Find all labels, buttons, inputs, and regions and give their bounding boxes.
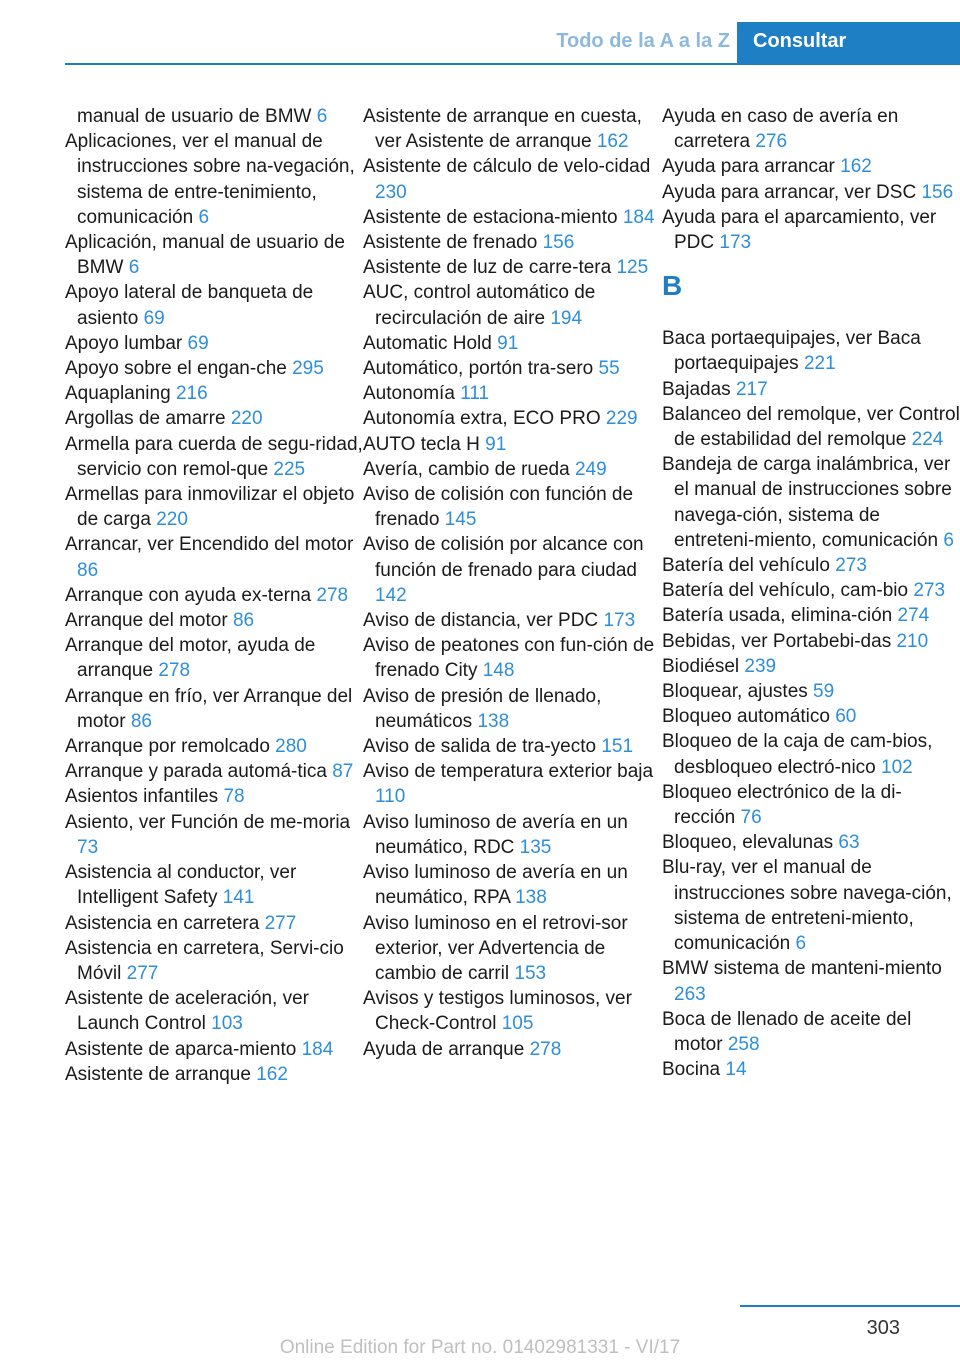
index-entry-text: Armella para cuerda de segu‐ridad, servicio con remol‐que (65, 433, 363, 480)
index-entry (662, 780, 960, 830)
index-entry-text: Aviso luminoso en el retrovi‐sor exterior, ver Advertencia de cambio de carril (363, 912, 628, 984)
index-entry (662, 154, 960, 179)
page-reference-link[interactable]: 73 (77, 836, 99, 858)
page-reference-link[interactable]: 135 (519, 836, 552, 858)
index-entry (363, 734, 663, 759)
page-reference-link[interactable]: 162 (596, 131, 629, 153)
page-reference-link[interactable]: 220 (230, 408, 263, 430)
index-entry-text: Arranque y parada automá‐tica (65, 761, 327, 783)
page-reference-link[interactable]: 258 (727, 1033, 760, 1055)
index-entry (363, 205, 663, 230)
index-entry-text: Aviso luminoso de avería en un neumático, RDC (363, 811, 628, 858)
running-header-tab: Consultar (737, 22, 960, 63)
page-reference-link[interactable]: 91 (497, 332, 519, 354)
page-reference-link[interactable]: 273 (913, 580, 946, 602)
page-reference-link[interactable]: 151 (601, 736, 634, 758)
index-entry (65, 810, 365, 860)
index-column-2 (363, 104, 663, 1062)
index-entry (363, 280, 663, 330)
index-entry (65, 356, 365, 381)
page-reference-link[interactable]: 6 (316, 106, 328, 127)
index-entry (65, 684, 365, 734)
index-entry-text: Ayuda para arrancar, ver DSC (662, 181, 917, 203)
page-reference-link[interactable]: 263 (674, 983, 706, 1005)
index-entry (363, 432, 663, 457)
page-reference-link[interactable]: 184 (301, 1038, 334, 1060)
page-reference-link[interactable]: 111 (460, 383, 490, 405)
index-entry (65, 1037, 365, 1062)
index-entry (65, 734, 365, 759)
page-reference-link[interactable]: 220 (156, 509, 188, 531)
page-reference-link[interactable]: 141 (222, 887, 255, 909)
index-entry-text: Asistente de aparca‐miento (65, 1038, 297, 1060)
index-entry (65, 406, 365, 431)
page-reference-link[interactable]: 278 (316, 584, 349, 606)
index-entry-text: Bloqueo de la caja de cam‐bios, desbloqueo electró‐nico (662, 731, 933, 778)
index-entry (662, 1007, 960, 1057)
index-entry-text: AUC, control automático de recirculación de aire (363, 282, 596, 329)
index-entry-text: Blu-ray, ver el manual de instrucciones sobre navega‐ción, sistema de entreteni‐miento, comunicación (662, 857, 952, 955)
page-reference-link[interactable]: 78 (223, 786, 245, 808)
index-letter-heading: B (662, 270, 683, 302)
index-entry (65, 759, 365, 784)
index-entry-text: Aviso de colisión con función de frenado (363, 484, 634, 531)
index-entry-text: Aquaplaning (65, 383, 171, 405)
page-reference-link[interactable]: 278 (158, 660, 191, 682)
index-entry (662, 1057, 960, 1082)
page-reference-link[interactable]: 249 (574, 458, 607, 480)
index-entry (363, 986, 663, 1036)
page-reference-link[interactable]: 156 (921, 181, 954, 203)
page-reference-link[interactable]: 156 (542, 232, 575, 254)
index-entry-text: Bebidas, ver Portabebi‐das (662, 630, 892, 652)
edition-footer: Online Edition for Part no. 01402981331 - VI/17 (279, 1337, 681, 1358)
index-entry-text: Bandeja de carga inalámbrica, ver el manual de instrucciones sobre navega‐ción, sistema de entreteni‐miento, comunicación (662, 454, 952, 551)
index-entry-text: Arranque con ayuda ex‐terna (65, 584, 312, 606)
index-entry (662, 629, 960, 654)
page-reference-link[interactable]: 59 (813, 681, 835, 703)
index-entry-text: Asistente de cálculo de velo‐cidad (363, 156, 651, 178)
index-entry (662, 452, 960, 553)
page-reference-link[interactable]: 210 (896, 630, 929, 652)
index-entry-text: Asistencia al conductor, ver Intelligent Safety (65, 862, 297, 909)
page-reference-link[interactable]: 273 (835, 555, 867, 577)
index-entry-text: Aplicaciones, ver el manual de instrucciones sobre na‐vegación, sistema de entre‐tenimiento, comunicación (65, 131, 355, 228)
index-entry (65, 911, 365, 936)
page-reference-link[interactable]: 86 (232, 610, 255, 632)
index-entry-text: Autonomía (363, 383, 455, 405)
index-entry (662, 654, 960, 679)
index-entry (363, 684, 663, 734)
page-reference-link[interactable]: 229 (605, 408, 638, 430)
index-entry-text: Aviso de colisión por alcance con función de frenado para ciudad (363, 534, 644, 581)
page-reference-link[interactable]: 102 (881, 756, 913, 778)
index-entry-text: Asistencia en carretera (65, 912, 260, 934)
page-reference-link[interactable]: 86 (130, 710, 152, 732)
index-entry (363, 381, 663, 406)
index-entry-text: Avería, cambio de rueda (363, 458, 570, 480)
index-entry-text: Automatic Hold (363, 332, 492, 354)
index-entry (65, 860, 365, 910)
index-entry-text: Arrancar, ver Encendido del motor (65, 534, 354, 556)
page-reference-link[interactable]: 148 (482, 660, 515, 682)
page-reference-link[interactable]: 280 (275, 736, 307, 758)
index-entry (363, 154, 663, 204)
index-entry (363, 406, 663, 431)
page-reference-link[interactable]: 105 (501, 1013, 534, 1035)
index-entry (662, 104, 960, 154)
page-reference-link[interactable]: 103 (211, 1013, 243, 1035)
page-reference-link[interactable]: 153 (514, 962, 547, 984)
index-entry-text: Arranque del motor, ayuda de arranque (65, 635, 316, 682)
index-entry (662, 704, 960, 729)
index-entry (65, 381, 365, 406)
page-reference-link[interactable]: 277 (126, 962, 159, 984)
index-entry-text: Asiento, ver Función de me‐moria (65, 811, 351, 833)
index-entry (65, 482, 365, 532)
index-entry-text: Bloqueo, elevalunas (662, 832, 834, 854)
page-reference-link[interactable]: 6 (128, 257, 140, 279)
page-reference-link[interactable]: 277 (264, 912, 297, 934)
index-entry (662, 830, 960, 855)
page-reference-link[interactable]: 162 (256, 1063, 288, 1085)
index-entry (65, 280, 365, 330)
page-reference-link[interactable]: 138 (477, 710, 510, 732)
index-entry-text: Apoyo lateral de banqueta de asiento (65, 282, 314, 329)
index-entry (662, 180, 960, 205)
index-entry (363, 356, 663, 381)
index-entry-text: Ayuda en caso de avería en carretera (662, 106, 899, 153)
page-reference-link[interactable]: 6 (198, 206, 210, 228)
index-entry-text: Aviso de presión de llenado, neumáticos (363, 685, 602, 732)
index-entry-text: Boca de llenado de aceite del motor (662, 1008, 912, 1055)
index-entry (65, 432, 365, 482)
page-number: 303 (866, 1317, 900, 1339)
index-entry-text: Ayuda para arrancar (662, 156, 835, 178)
page-reference-link[interactable]: 55 (598, 358, 620, 380)
index-entry (662, 578, 960, 603)
page-reference-link[interactable]: 6 (795, 933, 807, 955)
index-entry-text: Avisos y testigos luminosos, ver Check-Control (363, 988, 632, 1035)
index-column-1 (65, 104, 365, 1087)
page-reference-link[interactable]: 217 (735, 378, 768, 400)
index-entry (65, 104, 365, 129)
page-reference-link[interactable]: 138 (515, 887, 547, 909)
index-entry-text: Asistente de estaciona‐miento (363, 206, 618, 228)
index-entry-text: Apoyo lumbar (65, 332, 183, 354)
index-entry-text: Balanceo del remolque, ver Control de estabilidad del remolque (662, 403, 960, 451)
page-reference-link[interactable]: 173 (603, 610, 636, 632)
index-entry-text: Asistente de luz de carre‐tera (363, 257, 612, 279)
index-entry-text: Batería del vehículo (662, 555, 830, 577)
page-reference-link[interactable]: 194 (550, 307, 583, 329)
page-reference-link[interactable]: 76 (740, 807, 762, 829)
page-reference-link[interactable]: 145 (444, 509, 477, 531)
index-entry-text: Batería usada, elimina‐ción (662, 605, 893, 627)
page-reference-link[interactable]: 225 (273, 458, 306, 480)
index-entry-text: Armellas para inmovilizar el objeto de carga (65, 484, 355, 531)
index-entry-text: Asistencia en carretera, Servi‐cio Móvil (65, 937, 344, 984)
page-reference-link[interactable]: 60 (835, 706, 857, 728)
index-entry (65, 230, 365, 280)
index-entry-text: Apoyo sobre el engan‐che (65, 358, 287, 380)
index-entry (65, 532, 365, 582)
index-entry-text: AUTO tecla H (363, 433, 480, 455)
index-entry (363, 255, 663, 280)
index-entry (65, 633, 365, 683)
index-entry (662, 956, 960, 1006)
page-reference-link[interactable]: 63 (838, 832, 860, 854)
index-entry (662, 377, 960, 402)
index-entry (65, 583, 365, 608)
index-entry (363, 457, 663, 482)
page-reference-link[interactable]: 142 (375, 584, 407, 606)
page-reference-link[interactable]: 69 (143, 307, 165, 329)
index-entry (65, 331, 365, 356)
index-entry-text: Baca portaequipajes, ver Baca portaequipajes (662, 328, 921, 375)
index-entry (363, 104, 663, 154)
page-reference-link[interactable]: 125 (616, 257, 649, 279)
page-reference-link[interactable]: 224 (911, 429, 944, 451)
index-entry (65, 986, 365, 1036)
index-entry (363, 810, 663, 860)
index-entry-text: Bajadas (662, 378, 731, 400)
page-reference-link[interactable]: 278 (529, 1038, 562, 1060)
index-entry (65, 936, 365, 986)
index-entry-text: Asistente de frenado (363, 232, 538, 254)
index-entry-text: Ayuda de arranque (363, 1038, 525, 1060)
footer-rule (740, 1305, 960, 1307)
index-entry-text: manual de usuario de BMW (77, 106, 312, 127)
page-reference-link[interactable]: 110 (375, 786, 406, 808)
index-entry (363, 331, 663, 356)
index-entry-text: Asientos infantiles (65, 786, 219, 808)
index-entry-text: Ayuda para el aparcamiento, ver PDC (662, 206, 937, 254)
index-entry-text: Aviso de distancia, ver PDC (363, 610, 599, 632)
index-entry (65, 608, 365, 633)
page-reference-link[interactable]: 86 (77, 559, 99, 581)
index-entry (363, 482, 663, 532)
index-entry (662, 553, 960, 578)
page-reference-link[interactable]: 274 (897, 605, 930, 627)
header-rule (65, 63, 960, 65)
index-entry-text: Arranque en frío, ver Arranque del motor (65, 685, 353, 732)
index-entry (363, 608, 663, 633)
index-entry-text: Aviso de peatones con fun‐ción de frenado City (363, 635, 655, 682)
index-entry-text: Asistente de arranque (65, 1063, 251, 1085)
page-reference-link[interactable]: 221 (803, 353, 836, 375)
running-header-section: Todo de la A a la Z (556, 30, 730, 52)
index-entry-text: Argollas de amarre (65, 408, 226, 430)
index-entry-text: Autonomía extra, ECO PRO (363, 408, 601, 430)
index-entry (662, 205, 960, 255)
page-reference-link[interactable]: 184 (622, 206, 655, 228)
page-reference-link[interactable]: 162 (840, 156, 872, 178)
index-entry-text: Arranque del motor (65, 610, 228, 632)
index-entry (363, 230, 663, 255)
index-entry-text: Aviso de salida de tra‐yecto (363, 736, 597, 758)
index-entry (65, 129, 365, 230)
index-entry-text: Automático, portón tra‐sero (363, 358, 594, 380)
index-entry (662, 402, 960, 452)
index-entry (662, 326, 960, 376)
index-column-3 (662, 104, 960, 1082)
page-reference-link[interactable]: 173 (719, 232, 752, 254)
page-reference-link[interactable]: 91 (485, 433, 507, 455)
index-entry-text: Aviso luminoso de avería en un neumático, RPA (363, 862, 628, 909)
page-reference-link[interactable]: 216 (175, 383, 208, 405)
index-entry-text: BMW sistema de manteni‐miento (662, 958, 942, 980)
index-entry-text: Arranque por remolcado (65, 736, 270, 758)
index-entry-text: Aplicación, manual de usuario de BMW (65, 232, 345, 279)
index-entry (662, 855, 960, 956)
page-reference-link[interactable]: 276 (755, 131, 788, 153)
index-entry (363, 1037, 663, 1062)
page-reference-link[interactable]: 239 (744, 655, 777, 677)
index-entry (363, 911, 663, 987)
index-entry (65, 1062, 365, 1087)
index-entry-text: Bloqueo automático (662, 706, 830, 728)
index-entry (363, 633, 663, 683)
index-entry-text: Bloqueo electrónico de la di‐rección (662, 781, 902, 829)
index-entry-text: Bloquear, ajustes (662, 681, 808, 703)
index-entry-text: Biodiésel (662, 655, 740, 677)
page-reference-link[interactable]: 6 (943, 529, 954, 551)
page-reference-link[interactable]: 295 (292, 358, 324, 380)
index-entry (363, 532, 663, 608)
index-entry-text: Bocina (662, 1059, 721, 1081)
index-entry (662, 679, 960, 704)
index-entry (65, 784, 365, 809)
index-entry-text: Asistente de aceleración, ver Launch Control (65, 988, 309, 1035)
index-entry (662, 603, 960, 628)
index-entry (363, 860, 663, 910)
index-entry-text: Asistente de arranque en cuesta, ver Asistente de arranque (363, 106, 642, 153)
page-reference-link[interactable]: 87 (332, 761, 354, 783)
page-reference-link[interactable]: 14 (725, 1059, 747, 1081)
index-entry (363, 759, 663, 809)
index-entry-text: Aviso de temperatura exterior baja (363, 761, 654, 783)
page-reference-link[interactable]: 230 (375, 181, 407, 203)
index-entry-text: Batería del vehículo, cam‐bio (662, 580, 909, 602)
index-entry (662, 729, 960, 779)
page-reference-link[interactable]: 69 (187, 332, 209, 354)
